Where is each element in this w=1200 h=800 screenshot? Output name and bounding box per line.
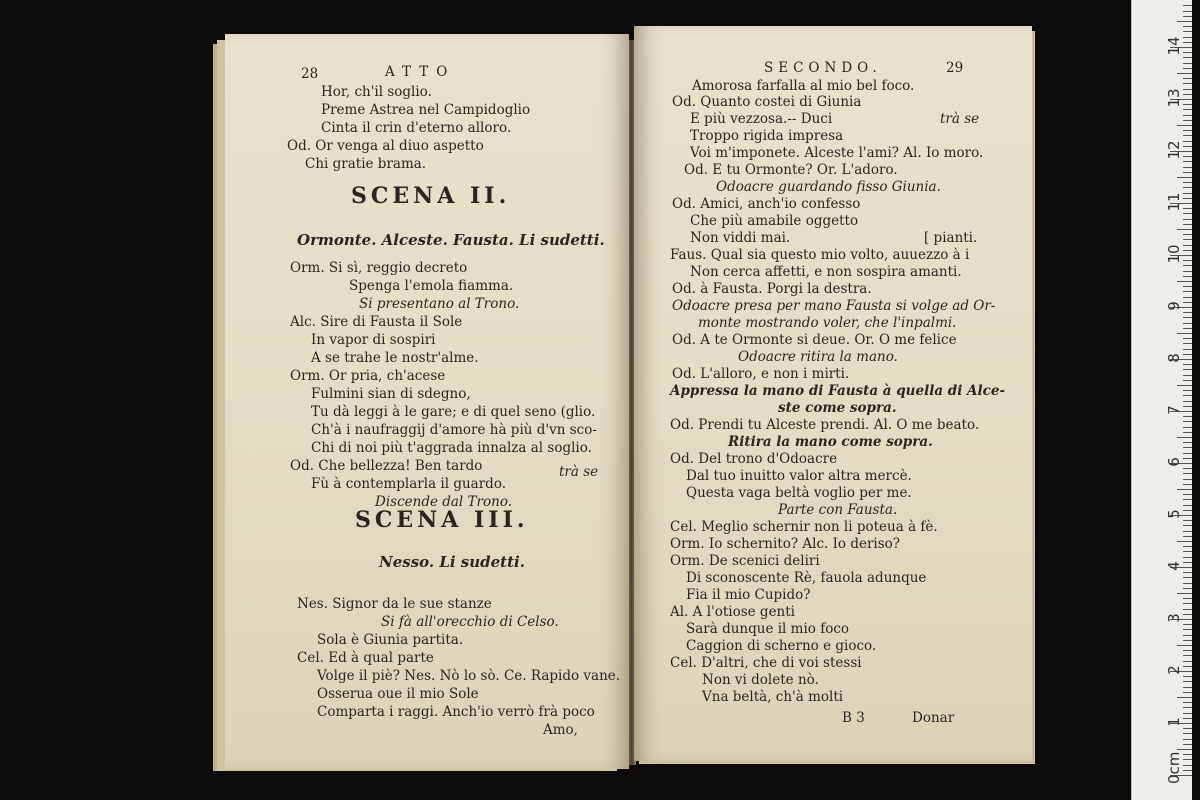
ruler-tick [1183, 713, 1192, 714]
text-line: Caggion di scherno e gioco. [686, 638, 877, 654]
ruler-tick [1183, 286, 1192, 287]
ruler-tick [1183, 458, 1192, 459]
text-line: Osserua oue il mio Sole [317, 686, 479, 702]
ruler-tick [1183, 588, 1192, 589]
text-line: Chi gratie brama. [305, 156, 427, 172]
ruler-tick [1183, 614, 1192, 615]
text-line: Cel. D'altri, che di voi stessi [670, 655, 862, 671]
ruler-tick [1183, 302, 1192, 303]
ruler-tick [1183, 234, 1192, 235]
ruler-tick [1183, 5, 1192, 6]
ruler-tick [1183, 104, 1192, 105]
ruler-tick [1183, 130, 1192, 131]
right-page [634, 26, 1032, 761]
ruler-tick [1177, 645, 1192, 646]
stage-direction: Appressa la mano di Fausta à quella di Alce- [670, 383, 1006, 399]
ruler-tick [1183, 421, 1192, 422]
ruler-tick [1183, 198, 1192, 199]
ruler-tick [1183, 681, 1192, 682]
ruler-tick [1183, 557, 1192, 558]
ruler-tick [1183, 343, 1192, 344]
text-line: Od. à Fausta. Porgi la destra. [672, 281, 872, 297]
ruler-tick [1183, 629, 1192, 630]
stage-direction: Odoacre ritira la mano. [738, 349, 898, 365]
ruler-tick [1183, 661, 1192, 662]
ruler-tick [1177, 749, 1192, 750]
ruler-tick [1183, 739, 1192, 740]
ruler-tick [1183, 375, 1192, 376]
ruler-tick [1177, 489, 1192, 490]
ruler-tick [1183, 156, 1192, 157]
ruler-tick [1183, 577, 1192, 578]
ruler-tick [1177, 281, 1192, 282]
text-line: Preme Astrea nel Campidoglio [321, 102, 531, 118]
stage-direction: Ritira la mano come sopra. [728, 434, 933, 450]
text-line: Spenga l'emola fiamma. [349, 278, 514, 294]
ruler-tick [1183, 447, 1192, 448]
ruler-tick [1183, 52, 1192, 53]
ruler-tick [1183, 317, 1192, 318]
text-line: Hor, ch'il soglio. [321, 84, 432, 100]
stage-direction: Odoacre guardando fisso Giunia. [716, 179, 941, 195]
ruler-tick [1183, 26, 1192, 27]
ruler-tick [1183, 369, 1192, 370]
ruler-tick [1183, 182, 1192, 183]
ruler-tick [1183, 494, 1192, 495]
ruler-tick [1183, 271, 1192, 272]
stage-direction: monte mostrando voler, che l'inpalmi. [698, 315, 957, 331]
text-line: Dal tuo inuitto valor altra mercè. [686, 468, 912, 484]
ruler-tick [1183, 68, 1192, 69]
text-line: Sola è Giunia partita. [317, 632, 464, 648]
text-line: Od. Or venga al diuo aspetto [287, 138, 484, 154]
ruler-tick [1177, 21, 1192, 22]
ruler-tick [1183, 323, 1192, 324]
text-line: Questa vaga beltà voglio per me. [686, 485, 912, 501]
ruler-tick [1183, 141, 1192, 142]
ruler-tick [1183, 354, 1192, 355]
text-line: Od. Che bellezza! Ben tardo [290, 458, 483, 474]
ruler-tick [1183, 109, 1192, 110]
ruler-tick [1183, 349, 1192, 350]
ruler-tick [1183, 297, 1192, 298]
text-line: Tu dà leggi à le gare; e di quel seno (glio. [311, 404, 596, 420]
ruler-label: 1 [1165, 717, 1183, 727]
ruler-tick [1183, 219, 1192, 220]
ruler-tick [1183, 754, 1192, 755]
ruler-tick [1183, 479, 1192, 480]
ruler-tick [1183, 562, 1192, 563]
text-line: Comparta i raggi. Anch'io verrò frà poco [317, 704, 595, 720]
ruler-tick [1183, 536, 1192, 537]
ruler-tick [1183, 733, 1192, 734]
ruler-tick [1183, 744, 1192, 745]
text-line: Od. Prendi tu Alceste prendi. Al. O me beato. [670, 417, 980, 433]
ruler-tick [1183, 57, 1192, 58]
ruler-label: 12 [1165, 140, 1183, 160]
text-line: Orm. Or pria, ch'acese [290, 368, 446, 384]
text-line: Sarà dunque il mio foco [686, 621, 850, 637]
ruler-tick [1183, 291, 1192, 292]
ruler-label: 4 [1165, 561, 1183, 571]
ruler-tick [1183, 473, 1192, 474]
ruler-tick [1183, 265, 1192, 266]
ruler-tick [1183, 146, 1192, 147]
ruler-tick [1183, 655, 1192, 656]
scene-heading: SCENA III. [355, 507, 529, 533]
ruler-tick [1183, 42, 1192, 43]
text-line: Cel. Meglio schernir non li poteua à fè. [670, 519, 938, 535]
page-number: 28 [301, 66, 319, 82]
ruler-label: 5 [1165, 509, 1183, 519]
ruler-tick [1177, 73, 1192, 74]
ruler-label: 3 [1165, 613, 1183, 623]
text-line: Od. E tu Ormonte? Or. L'adoro. [684, 162, 898, 178]
ruler-tick [1183, 525, 1192, 526]
ruler-tick [1177, 437, 1192, 438]
ruler-label: 6 [1165, 457, 1183, 467]
stage-direction: Discende dal Trono. [375, 494, 512, 510]
catchword: Amo, [543, 722, 578, 738]
text-line: Od. Del trono d'Odoacre [670, 451, 838, 467]
ruler-tick [1183, 89, 1192, 90]
ruler-tick [1177, 385, 1192, 386]
ruler-tick [1183, 520, 1192, 521]
stage-direction: ste come sopra. [778, 400, 897, 416]
ruler-tick [1183, 531, 1192, 532]
ruler-tick [1183, 624, 1192, 625]
ruler-tick [1177, 697, 1192, 698]
ruler-tick [1177, 229, 1192, 230]
ruler-tick [1183, 115, 1192, 116]
ruler-tick [1183, 640, 1192, 641]
ruler-tick [1183, 583, 1192, 584]
ruler-tick [1183, 484, 1192, 485]
stage-direction: Parte con Fausta. [778, 502, 898, 518]
ruler-tick [1183, 193, 1192, 194]
ruler-tick [1183, 245, 1192, 246]
ruler-tick [1183, 572, 1192, 573]
ruler-label: 13 [1165, 88, 1183, 108]
text-line: E più vezzosa.-- Duci [690, 111, 833, 127]
ruler-tick [1183, 276, 1192, 277]
text-line: Che più amabile oggetto [690, 213, 859, 229]
ruler-tick [1183, 224, 1192, 225]
ruler-tick [1183, 250, 1192, 251]
ruler-tick [1183, 31, 1192, 32]
ruler-tick [1183, 208, 1192, 209]
scene-characters: Ormonte. Alceste. Fausta. Li sudetti. [297, 231, 605, 249]
ruler-label: 10 [1165, 244, 1183, 264]
ruler-tick [1183, 609, 1192, 610]
stage-direction: Odoacre presa per mano Fausta si volge ad Or- [672, 298, 996, 314]
text-line: Od. A te Ormonte si deue. Or. O me felice [672, 332, 957, 348]
stage-direction: Si presentano al Trono. [359, 296, 520, 312]
ruler-tick [1183, 338, 1192, 339]
ruler-tick [1183, 770, 1192, 771]
ruler-tick [1183, 728, 1192, 729]
ruler-tick [1183, 765, 1192, 766]
ruler-tick [1183, 364, 1192, 365]
ruler-tick [1183, 499, 1192, 500]
ruler-tick [1183, 442, 1192, 443]
signature-mark: B 3 [842, 710, 865, 726]
ruler-tick [1183, 427, 1192, 428]
ruler-tick [1183, 432, 1192, 433]
stage-direction: trà se [940, 111, 980, 127]
ruler-tick [1183, 692, 1192, 693]
ruler-tick [1183, 135, 1192, 136]
ruler-tick [1183, 37, 1192, 38]
text-line: Od. L'alloro, e non i mirti. [672, 366, 850, 382]
ruler-tick [1183, 260, 1192, 261]
running-head: SECONDO. [764, 60, 882, 76]
text-line: Alc. Sire di Fausta il Sole [290, 314, 463, 330]
ruler-label: 2 [1165, 665, 1183, 675]
ruler-tick [1183, 239, 1192, 240]
text-line: Nes. Signor da le sue stanze [297, 596, 492, 612]
ruler-tick [1183, 187, 1192, 188]
ruler-tick [1183, 707, 1192, 708]
ruler-tick [1177, 125, 1192, 126]
ruler-tick [1183, 167, 1192, 168]
ruler-tick [1183, 551, 1192, 552]
text-line: In vapor di sospiri [311, 332, 436, 348]
ruler-label: 14 [1165, 36, 1183, 56]
ruler-tick [1183, 468, 1192, 469]
stage-direction: Si fà all'orecchio di Celso. [381, 614, 559, 630]
ruler-tick [1183, 505, 1192, 506]
ruler-tick [1183, 94, 1192, 95]
text-line: Cel. Ed à qual parte [297, 650, 434, 666]
left-page [225, 34, 629, 769]
text-line: Di sconoscente Rè, fauola adunque [686, 570, 927, 586]
ruler-tick [1183, 416, 1192, 417]
ruler-tick [1183, 83, 1192, 84]
text-line: Od. Amici, anch'io confesso [672, 196, 861, 212]
ruler-tick [1183, 676, 1192, 677]
ruler-tick [1177, 593, 1192, 594]
ruler-tick [1183, 213, 1192, 214]
ruler-label: 7 [1165, 405, 1183, 415]
text-line: Troppo rigida impresa [690, 128, 844, 144]
ruler-tick [1177, 177, 1192, 178]
text-line: Cinta il crin d'eterno alloro. [321, 120, 512, 136]
catchword: Donar [912, 710, 955, 726]
ruler-tick [1183, 401, 1192, 402]
page-number: 29 [946, 60, 964, 76]
ruler-tick [1183, 380, 1192, 381]
measurement-ruler [1131, 0, 1192, 800]
text-line: Faus. Qual sia questo mio volto, auuezzo à i [670, 247, 970, 263]
ruler-tick [1177, 333, 1192, 334]
text-line: Chi di noi più t'aggrada innalza al soglio. [311, 440, 592, 456]
ruler-tick [1183, 718, 1192, 719]
text-line: Fulmini sian di sdegno, [311, 386, 471, 402]
ruler-tick [1183, 78, 1192, 79]
ruler-tick [1183, 390, 1192, 391]
ruler-tick [1183, 328, 1192, 329]
text-line: Orm. De scenici deliri [670, 553, 820, 569]
ruler-tick [1183, 172, 1192, 173]
ruler-tick [1183, 120, 1192, 121]
text-line: Non vi dolete nò. [702, 672, 819, 688]
text-line: A se trahe le nostr'alme. [311, 350, 479, 366]
ruler-tick [1183, 510, 1192, 511]
text-line: Vna beltà, ch'à molti [702, 689, 844, 705]
ruler-tick [1183, 650, 1192, 651]
text-line: Orm. Si sì, reggio decreto [290, 260, 468, 276]
ruler-tick [1183, 546, 1192, 547]
text-line: Od. Quanto costei di Giunia [672, 94, 862, 110]
ruler-tick [1183, 598, 1192, 599]
running-head: ATTO [385, 64, 456, 80]
ruler-tick [1183, 687, 1192, 688]
text-line: Amorosa farfalla al mio bel foco. [692, 78, 915, 94]
ruler-tick [1177, 541, 1192, 542]
ruler-label: 11 [1165, 192, 1183, 212]
stage-direction: trà se [559, 464, 599, 480]
ruler-tick [1183, 702, 1192, 703]
text-line: Voi m'imponete. Alceste l'ami? Al. Io moro. [690, 145, 984, 161]
ruler-tick [1183, 759, 1192, 760]
text-line: Volge il piè? Nes. Nò lo sò. Ce. Rapido vane. [317, 668, 621, 684]
ruler-tick [1183, 161, 1192, 162]
text-line: Al. A l'otiose genti [670, 604, 795, 620]
scene-characters: Nesso. Li sudetti. [379, 553, 525, 571]
ruler-label: 9 [1165, 301, 1183, 311]
text-line: Orm. Io schernito? Alc. Io deriso? [670, 536, 901, 552]
ruler-tick [1183, 395, 1192, 396]
text-line: [ pianti. [924, 230, 978, 246]
text-line: Non viddi mai. [690, 230, 791, 246]
text-line: Fia il mio Cupido? [686, 587, 811, 603]
ruler-tick [1183, 11, 1192, 12]
ruler-tick [1183, 312, 1192, 313]
ruler-tick [1183, 453, 1192, 454]
ruler-tick [1183, 16, 1192, 17]
ruler-label: 8 [1165, 353, 1183, 363]
text-line: Ch'à i naufraggij d'amore hà più d'vn sco- [311, 422, 597, 438]
ruler-tick [1183, 63, 1192, 64]
ruler-tick [1183, 406, 1192, 407]
ruler-label: 0cm [1165, 751, 1183, 784]
text-line: Fù à contemplarla il guardo. [311, 476, 506, 492]
ruler-tick [1183, 603, 1192, 604]
scene-heading: SCENA II. [351, 183, 511, 209]
ruler-tick [1183, 635, 1192, 636]
text-line: Non cerca affetti, e non sospira amanti. [690, 264, 962, 280]
ruler-tick [1183, 666, 1192, 667]
